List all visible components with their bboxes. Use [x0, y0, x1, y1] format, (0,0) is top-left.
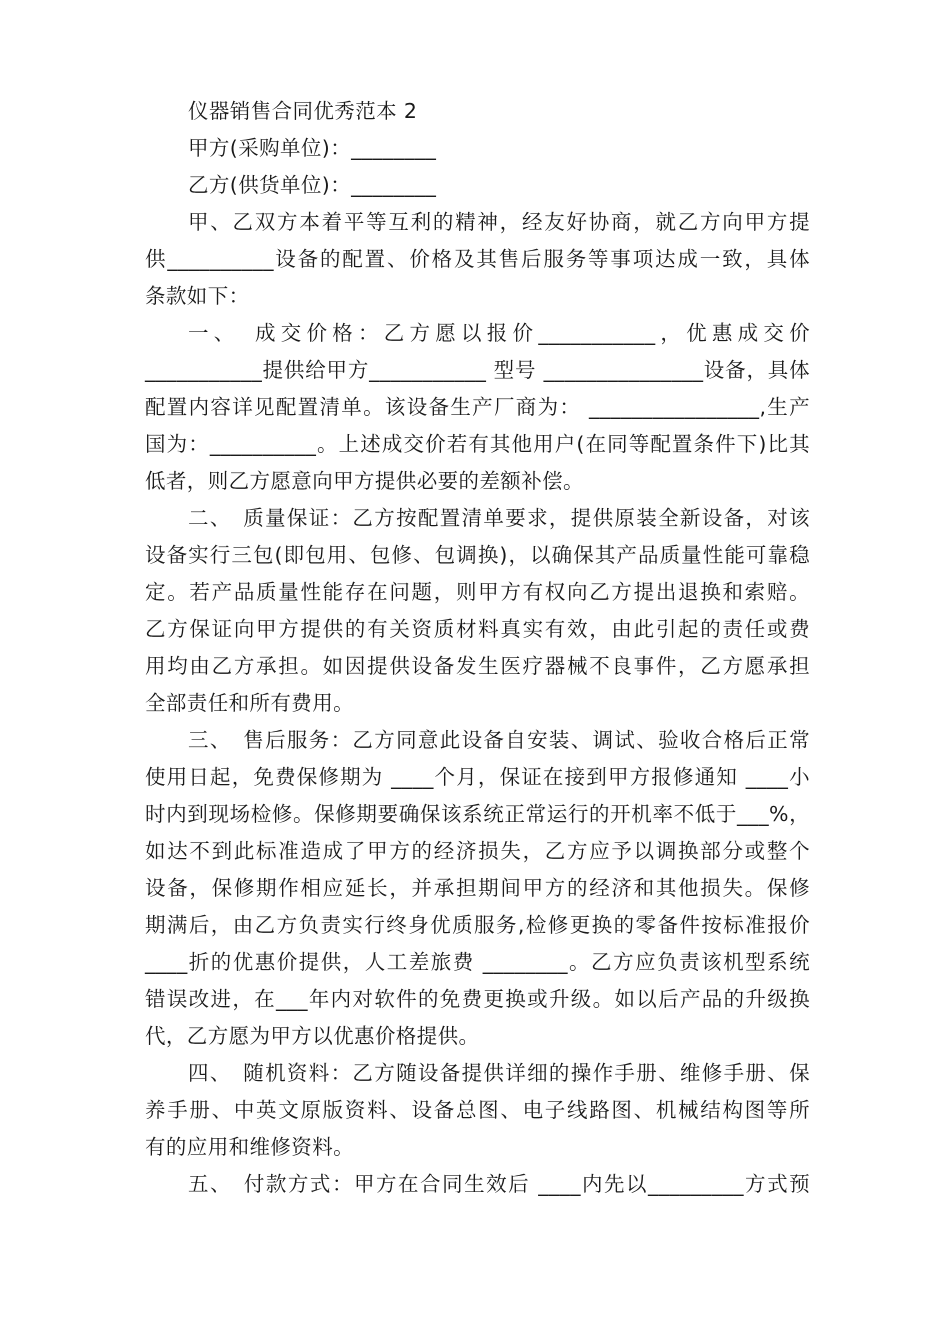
clause-5-heading-line: 五、 付款方式：甲方在合同生效后 ____内先以_________方式预	[188, 1172, 810, 1196]
paragraph-line: 设备实行三包(即包用、包修、包调换)，以确保其产品质量性能可靠稳	[145, 543, 810, 567]
paragraph-line: 如达不到此标准造成了甲方的经济损失，乙方应予以调换部分或整个	[145, 839, 810, 863]
paragraph-line: 代，乙方愿为甲方以优惠价格提供。	[145, 1024, 480, 1048]
paragraph-line: 甲、乙双方本着平等互利的精神，经友好协商，就乙方向甲方提	[188, 210, 810, 234]
paragraph-line: 错误改进，在___年内对软件的免费更换或升级。如以后产品的升级换	[145, 987, 810, 1011]
paragraph-line: 定。若产品质量性能存在问题，则甲方有权向乙方提出退换和索赔。	[145, 580, 810, 604]
paragraph-line: 全部责任和所有费用。	[145, 691, 354, 715]
paragraph-line: ____折的优惠价提供，人工差旅费 ________。乙方应负责该机型系统	[145, 950, 810, 974]
clause-4-heading-line: 四、 随机资料：乙方随设备提供详细的操作手册、维修手册、保	[188, 1061, 810, 1085]
paragraph-line: 配置内容详见配置清单。该设备生产厂商为： ________________,生产	[145, 395, 810, 419]
paragraph-line: 使用日起，免费保修期为 ____个月，保证在接到甲方报修通知 ____小	[145, 765, 810, 789]
party-b-line: 乙方(供货单位)：________	[188, 173, 437, 197]
party-a-line: 甲方(采购单位)：________	[188, 136, 437, 160]
clause-1-heading-line: 一、 成交价格：乙方愿以报价___________，优惠成交价	[188, 321, 810, 345]
paragraph-line: 供__________设备的配置、价格及其售后服务等事项达成一致，具体	[145, 247, 810, 271]
paragraph-line: ___________提供给甲方___________ 型号 _______________设备，具体	[145, 358, 810, 382]
document-title: 仪器销售合同优秀范本 2	[188, 99, 418, 123]
paragraph-line: 用均由乙方承担。如因提供设备发生医疗器械不良事件，乙方愿承担	[145, 654, 810, 678]
paragraph-line: 条款如下：	[145, 284, 250, 308]
paragraph-line: 有的应用和维修资料。	[145, 1135, 354, 1159]
paragraph-line: 时内到现场检修。保修期要确保该系统正常运行的开机率不低于___%，	[145, 802, 810, 826]
paragraph-line: 乙方保证向甲方提供的有关资质材料真实有效，由此引起的责任或费	[145, 617, 810, 641]
paragraph-line: 设备，保修期作相应延长，并承担期间甲方的经济和其他损失。保修	[145, 876, 810, 900]
paragraph-line: 国为：__________。上述成交价若有其他用户(在同等配置条件下)比其	[145, 432, 810, 456]
clause-3-heading-line: 三、 售后服务：乙方同意此设备自安装、调试、验收合格后正常	[188, 728, 810, 752]
clause-2-heading-line: 二、 质量保证：乙方按配置清单要求，提供原装全新设备，对该	[188, 506, 810, 530]
paragraph-line: 期满后，由乙方负责实行终身优质服务,检修更换的零备件按标准报价	[145, 913, 810, 937]
paragraph-line: 养手册、中英文原版资料、设备总图、电子线路图、机械结构图等所	[145, 1098, 810, 1122]
paragraph-line: 低者，则乙方愿意向甲方提供必要的差额补偿。	[145, 469, 584, 493]
